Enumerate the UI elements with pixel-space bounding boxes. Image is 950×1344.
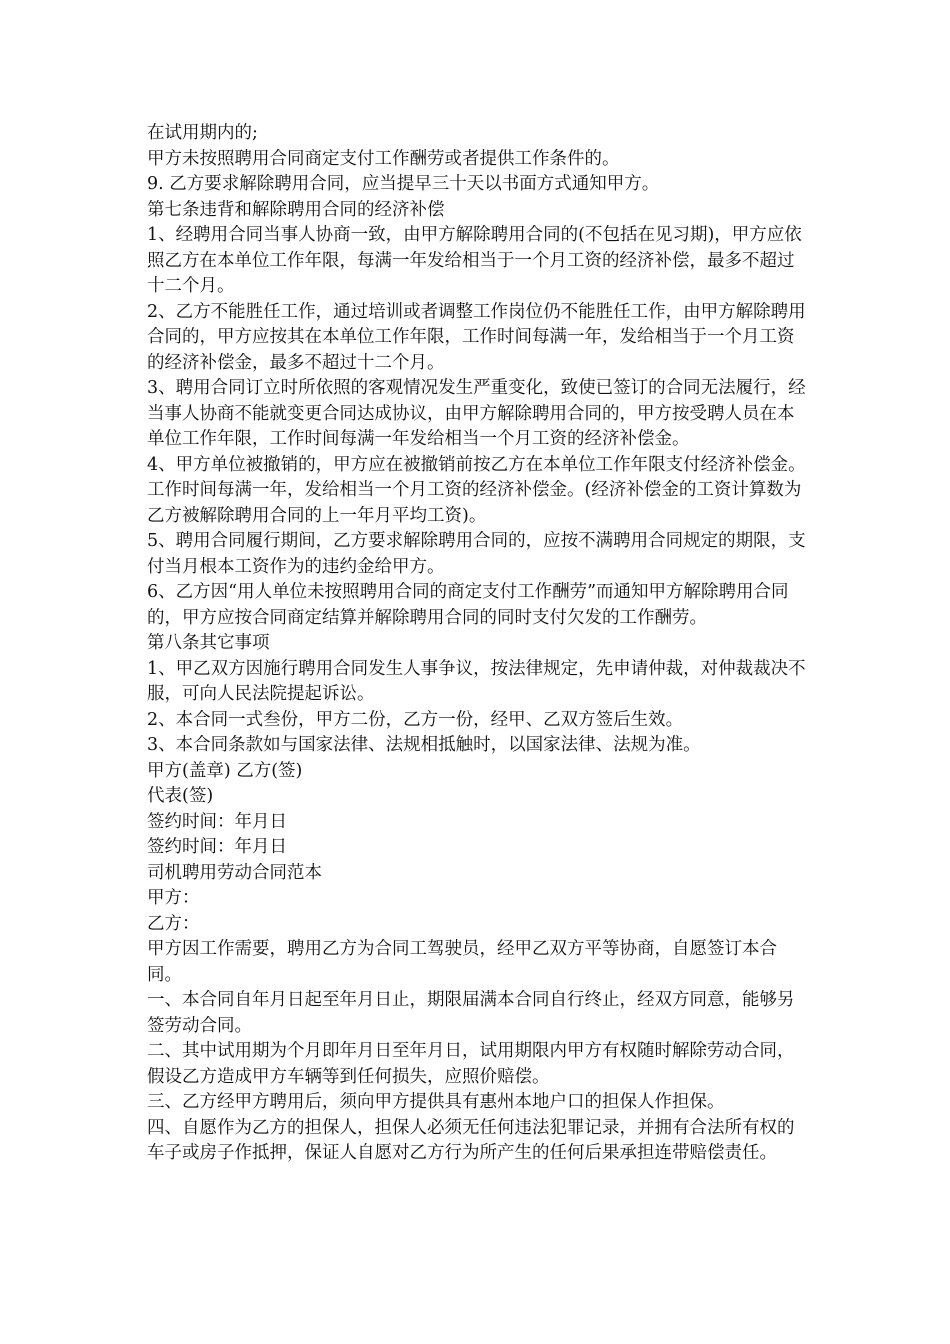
signature-line: 代表(签): [147, 786, 214, 806]
paragraph: 1、经聘用合同当事人协商一致，由甲方解除聘用合同的(不包括在见习期)，甲方应依照乙方在本单位工作年限，每满一年发给相当于一个月工资的经济补偿，最多不超过十二个月。: [147, 225, 802, 296]
paragraph: 1、甲乙双方因施行聘用合同发生人事争议，按法律规定，先申请仲裁，对仲裁裁决不服，可向人民法院提起诉讼。: [147, 658, 806, 704]
paragraph: 甲方未按照聘用合同商定支付工作酬劳或者提供工作条件的。: [147, 148, 620, 169]
paragraph: 在试用期内的;: [147, 123, 258, 143]
paragraph: 5、聘用合同履行期间，乙方要求解除聘用合同的，应按不满聘用合同规定的期限，支付当月根本工资作为的违约金给甲方。: [147, 531, 806, 577]
party-a: 甲方：: [147, 888, 200, 908]
paragraph: 9. 乙方要求解除聘用合同，应当提早三十天以书面方式通知甲方。: [147, 174, 660, 194]
paragraph: 3、本合同条款如与国家法律、法规相抵触时，以国家法律、法规为准。: [147, 735, 701, 755]
paragraph: 2、本合同一式叁份，甲方二份，乙方一份，经甲、乙双方签后生效。: [147, 709, 684, 730]
paragraph: 6、乙方因“用人单位未按照聘用合同的商定支付工作酬劳”而通知甲方解除聘用合同的，甲方应按合同商定结算并解除聘用合同的同时支付欠发的工作酬劳。: [147, 582, 789, 628]
paragraph: 3、聘用合同订立时所依照的客观情况发生严重变化，致使已签订的合同无法履行，经当事人协商不能就变更合同达成协议，由甲方解除聘用合同的，甲方按受聘人员在本单位工作年限，工作时间每满一年发给相当一个月工资的经济补偿金。: [147, 378, 806, 449]
section-heading: 第七条违背和解除聘用合同的经济补偿: [147, 199, 445, 220]
paragraph: 四、自愿作为乙方的担保人，担保人必须无任何违法犯罪记录，并拥有合法所有权的车子或房子作抵押，保证人自愿对乙方行为所产生的任何后果承担连带赔偿责任。: [147, 1117, 795, 1163]
signature-line: 甲方(盖章) 乙方(签): [147, 760, 303, 781]
document-title: 司机聘用劳动合同范本: [147, 862, 322, 883]
paragraph: 2、乙方不能胜任工作，通过培训或者调整工作岗位仍不能胜任工作，由甲方解除聘用合同的，甲方应按其在本单位工作年限，工作时间每满一年，发给相当于一个月工资的经济补偿金，最多不超过十二个月。: [147, 301, 806, 373]
paragraph: 4、甲方单位被撤销的，甲方应在被撤销前按乙方在本单位工作年限支付经济补偿金。工作时间每满一年，发给相当一个月工资的经济补偿金。(经济补偿金的工资计算数为乙方被解除聘用合同的上一年月平均工资)。: [147, 454, 806, 526]
signing-date: 签约时间：年月日: [147, 837, 287, 857]
paragraph: 三、乙方经甲方聘用后，须向甲方提供具有惠州本地户口的担保人作担保。: [147, 1092, 725, 1112]
paragraph: 二、其中试用期为个月即年月日至年月日，试用期限内甲方有权随时解除劳动合同，假设乙方造成甲方车辆等到任何损失，应照价赔偿。: [147, 1041, 795, 1087]
paragraph: 一、本合同自年月日起至年月日止，期限届满本合同自行终止，经双方同意，能够另签劳动合同。: [147, 990, 795, 1036]
document-body: [147, 121, 807, 1167]
party-b: 乙方：: [147, 913, 200, 934]
section-heading: 第八条其它事项: [147, 633, 270, 653]
paragraph: 甲方因工作需要，聘用乙方为合同工驾驶员，经甲乙双方平等协商，自愿签订本合同。: [147, 939, 777, 985]
signing-date: 签约时间：年月日: [147, 811, 287, 832]
